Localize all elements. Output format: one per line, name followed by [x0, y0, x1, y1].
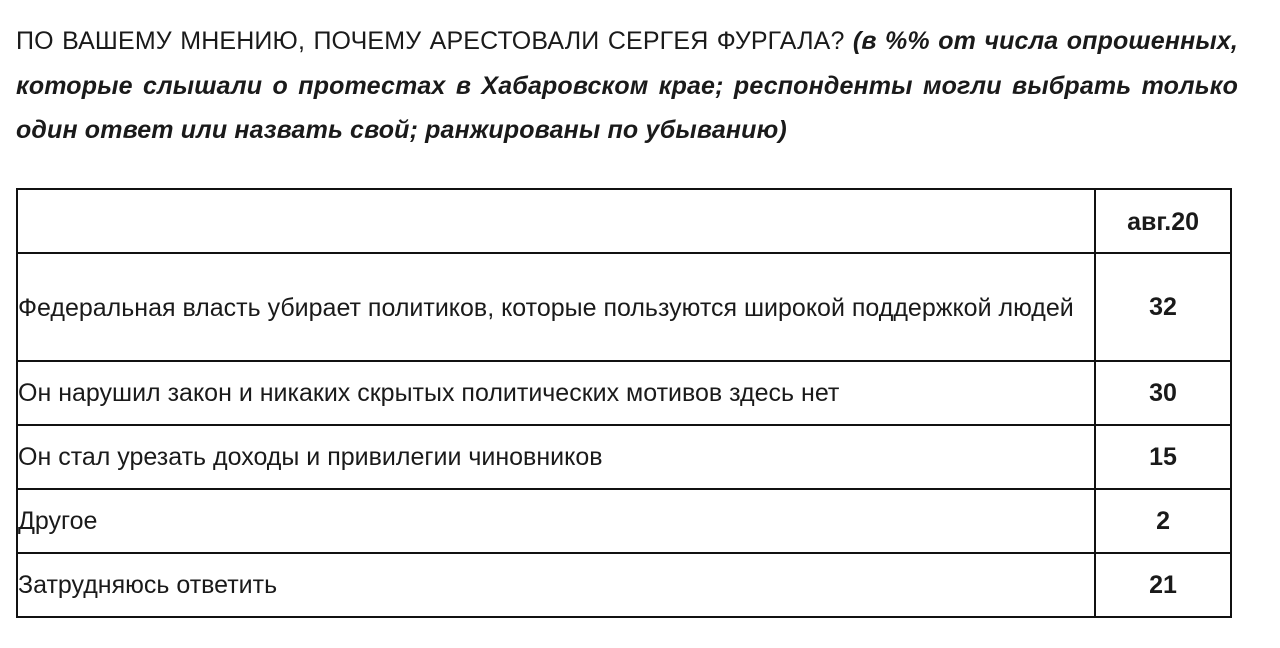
answer-label: Он стал урезать доходы и привилегии чиновников: [17, 425, 1095, 489]
table-row: [17, 489, 1231, 553]
answer-label: Он нарушил закон и никаких скрытых политических мотивов здесь нет: [17, 361, 1095, 425]
question-text: ПО ВАШЕМУ МНЕНИЮ, ПОЧЕМУ АРЕСТОВАЛИ СЕРГЕЯ ФУРГАЛА?: [16, 27, 845, 55]
answer-percent: 32: [1095, 253, 1231, 361]
table-header-row: [17, 189, 1231, 253]
survey-question-heading: [16, 19, 1238, 153]
answer-label: Федеральная власть убирает политиков, которые пользуются широкой поддержкой людей: [17, 253, 1095, 361]
table-row: [17, 553, 1231, 617]
table-row: [17, 425, 1231, 489]
answer-label: Затрудняюсь ответить: [17, 553, 1095, 617]
table-row: [17, 253, 1231, 361]
answer-percent: 21: [1095, 553, 1231, 617]
table-row: [17, 361, 1231, 425]
answer-percent: 15: [1095, 425, 1231, 489]
question-note: (в %% от числа опрошенных, которые слышали о протестах в Хабаровском крае; респонденты могли выбрать только один ответ или назвать свой; ранжированы по убыванию): [16, 27, 1239, 144]
results-table: [16, 188, 1232, 618]
answer-percent: 2: [1095, 489, 1231, 553]
table-corner-cell: [17, 189, 1095, 253]
answer-label: Другое: [17, 489, 1095, 553]
column-header-date: авг.20: [1095, 189, 1231, 253]
answer-percent: 30: [1095, 361, 1231, 425]
